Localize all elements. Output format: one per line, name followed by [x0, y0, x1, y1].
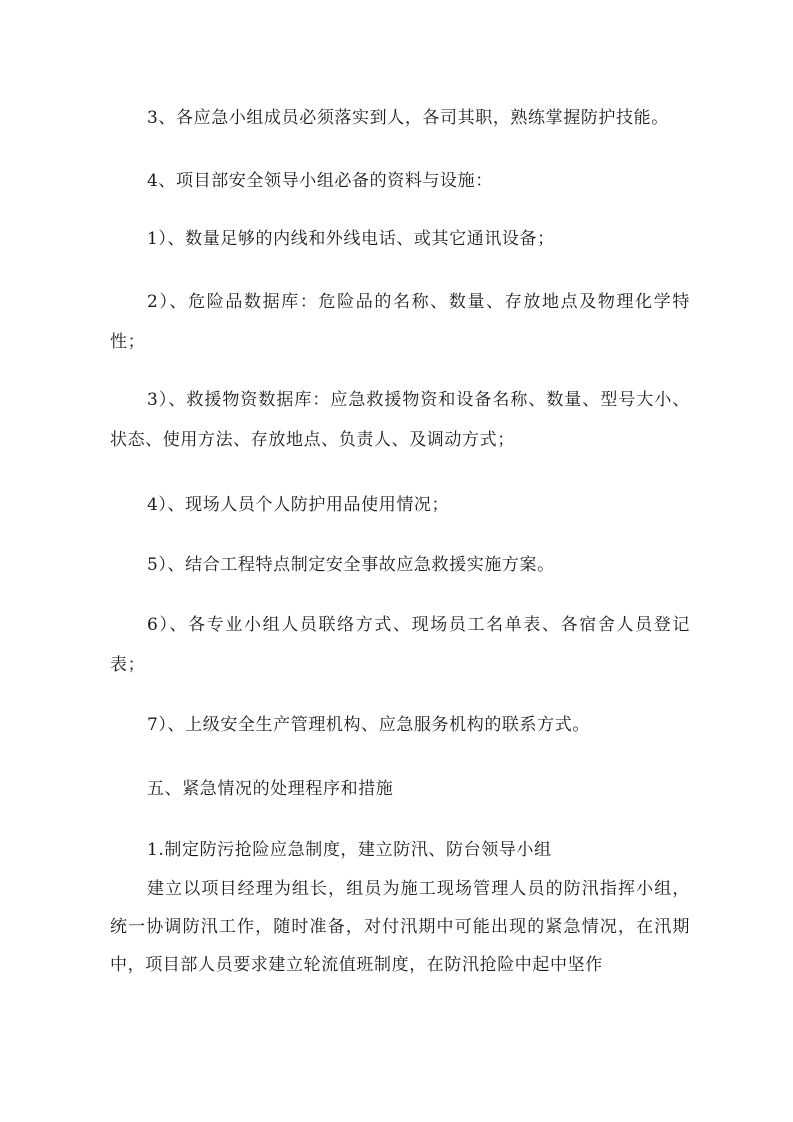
list-item-4-protective-equipment: 4）、现场人员个人防护用品使用情况；: [147, 495, 450, 515]
list-item-1-telephones: 1）、数量足够的内线和外线电话、或其它通讯设备；: [147, 229, 555, 249]
list-item-2-hazardous-db: 2）、危险品数据库：危险品的名称、数量、存放地点及物理化学特性；: [110, 292, 690, 352]
paragraph-3-emergency-members: 3、各应急小组成员必须落实到人，各司其职，熟练掌握防护技能。: [147, 108, 669, 128]
paragraph-4-required-materials: 4、项目部安全领导小组必备的资料与设施：: [147, 171, 493, 191]
paragraph-flood-team: 建立以项目经理为组长，组员为施工现场管理人员的防汛指挥小组，统一协调防汛工作，随时准备，对付汛期中可能出现的紧急情况，在汛期中，项目部人员要求建立轮流值班制度，在防汛抢险中起中坚作: [110, 879, 690, 975]
subheading-1-flood-control: 1.制定防污抢险应急制度，建立防汛、防台领导小组: [147, 840, 552, 860]
list-item-5-rescue-plan: 5）、结合工程特点制定安全事故应急救援实施方案。: [147, 555, 555, 575]
section-heading-5: 五、紧急情况的处理程序和措施: [147, 779, 394, 799]
list-item-6-contact-lists: 6）、各专业小组人员联络方式、现场员工名单表、各宿舍人员登记表；: [110, 615, 690, 675]
list-item-3-rescue-supplies-db: 3）、救援物资数据库：应急救援物资和设备名称、数量、型号大小、状态、使用方法、存放地点、负责人、及调动方式；: [110, 390, 690, 450]
list-item-7-authority-contacts: 7）、上级安全生产管理机构、应急服务机构的联系方式。: [147, 715, 590, 735]
